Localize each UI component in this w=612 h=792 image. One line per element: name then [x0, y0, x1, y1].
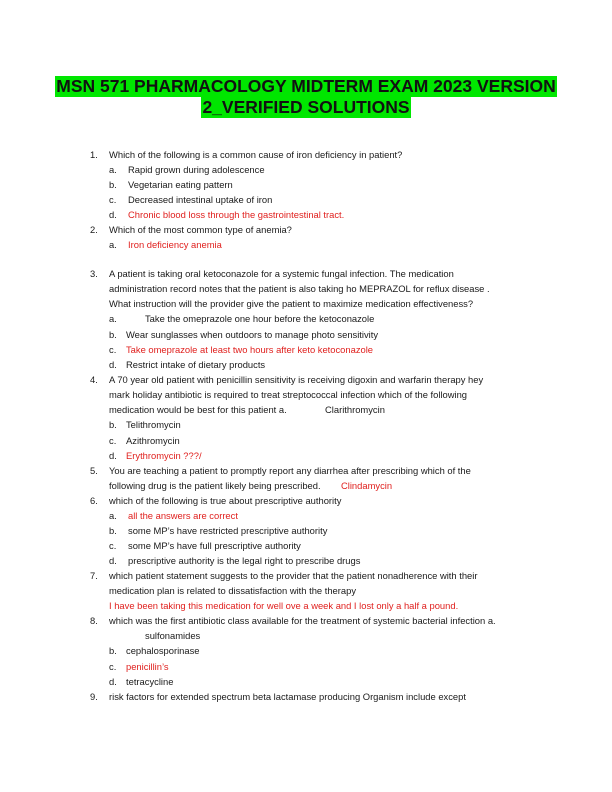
question-text: following drug is the patient likely being prescribed. — [109, 480, 321, 491]
option-text: prescriptive authority is the legal right to prescribe drugs — [128, 555, 361, 566]
question-text: which patient statement suggests to the provider that the patient nonadherence with their — [109, 570, 478, 581]
option-letter: b. — [109, 179, 117, 190]
question-text: A 70 year old patient with penicillin sensitivity is receiving digoxin and warfarin therapy hey — [109, 374, 484, 385]
question-text: You are teaching a patient to promptly report any diarrhea after prescribing which of the — [109, 465, 471, 476]
question-number: 4. — [90, 374, 98, 385]
question-number: 7. — [90, 570, 98, 581]
question-text: which was the first antibiotic class available for the treatment of systemic bacterial infection a. — [109, 615, 496, 626]
option-text: tetracycline — [126, 676, 174, 687]
option-letter: b. — [109, 329, 117, 340]
option-text: Azithromycin — [126, 435, 180, 446]
option-text: Restrict intake of dietary products — [126, 359, 266, 370]
title-line-1: MSN 571 PHARMACOLOGY MIDTERM EXAM 2023 VERSION — [56, 76, 556, 96]
question-text: Which of the most common type of anemia? — [109, 224, 292, 235]
answer-text: Clindamycin — [341, 480, 393, 491]
option-text: Take the omeprazole one hour before the ketoconazole — [145, 313, 375, 324]
question-text: mark holiday antibiotic is required to treat streptococcal infection which of the following — [109, 389, 467, 400]
answer-option-text: Take omeprazole at least two hours after keto ketoconazole — [126, 344, 374, 355]
option-text: Wear sunglasses when outdoors to manage photo sensitivity — [126, 329, 379, 340]
title-line-2: 2_VERIFIED SOLUTIONS — [202, 97, 410, 117]
question-text: Which of the following is a common cause of iron deficiency in patient? — [109, 149, 403, 160]
option-letter: c. — [109, 344, 117, 355]
option-text: Clarithromycin — [325, 404, 385, 415]
question-number: 6. — [90, 495, 98, 506]
question-number: 9. — [90, 691, 98, 702]
question-text: risk factors for extended spectrum beta lactamase producing Organism include except — [109, 691, 466, 702]
option-text: Telithromycin — [126, 419, 181, 430]
option-text: Vegetarian eating pattern — [128, 179, 233, 190]
option-letter: a. — [109, 164, 117, 175]
question-text: What instruction will the provider give the patient to maximize medication effectiveness? — [109, 298, 474, 309]
question-number: 2. — [90, 224, 98, 235]
answer-option-text: Chronic blood loss through the gastrointestinal tract. — [128, 209, 345, 220]
question-number: 5. — [90, 465, 98, 476]
option-letter: c. — [109, 194, 117, 205]
answer-text: I have been taking this medication for well ove a week and I lost only a half a pound. — [109, 600, 459, 611]
answer-option-text: Iron deficiency anemia — [128, 239, 222, 250]
option-letter: b. — [109, 525, 117, 536]
question-text: medication would be best for this patient a. — [109, 404, 287, 415]
question-number: 1. — [90, 149, 98, 160]
option-letter: b. — [109, 419, 117, 430]
option-letter: d. — [109, 359, 117, 370]
document-title — [0, 76, 612, 118]
option-letter: c. — [109, 661, 117, 672]
option-letter: c. — [109, 540, 117, 551]
option-text: Rapid grown during adolescence — [128, 164, 265, 175]
option-letter: d. — [109, 555, 117, 566]
option-text: cephalosporinase — [126, 645, 200, 656]
question-text: administration record notes that the patient is also taking ho MEPRAZOL for reflux disease . — [109, 283, 490, 294]
option-letter: a. — [109, 239, 117, 250]
option-letter: d. — [109, 450, 117, 461]
question-text: which of the following is true about prescriptive authority — [109, 495, 342, 506]
option-letter: a. — [109, 510, 117, 521]
question-number: 8. — [90, 615, 98, 626]
question-text: A patient is taking oral ketoconazole for a systemic fungal infection. The medication — [109, 268, 454, 279]
option-letter: d. — [109, 209, 117, 220]
option-letter: a. — [109, 313, 117, 324]
option-letter: c. — [109, 435, 117, 446]
answer-option-text: all the answers are correct — [128, 510, 238, 521]
option-text: sulfonamides — [145, 630, 201, 641]
option-letter: b. — [109, 645, 117, 656]
answer-option-text: penicillin’s — [126, 661, 169, 672]
option-text: some MP’s have full prescriptive authority — [128, 540, 301, 551]
question-number: 3. — [90, 268, 98, 279]
question-text: medication plan is related to dissatisfaction with the therapy — [109, 585, 357, 596]
answer-option-text: Erythromycin ???/ — [126, 450, 202, 461]
option-text: Decreased intestinal uptake of iron — [128, 194, 273, 205]
option-text: some MP’s have restricted prescriptive authority — [128, 525, 328, 536]
option-letter: d. — [109, 676, 117, 687]
